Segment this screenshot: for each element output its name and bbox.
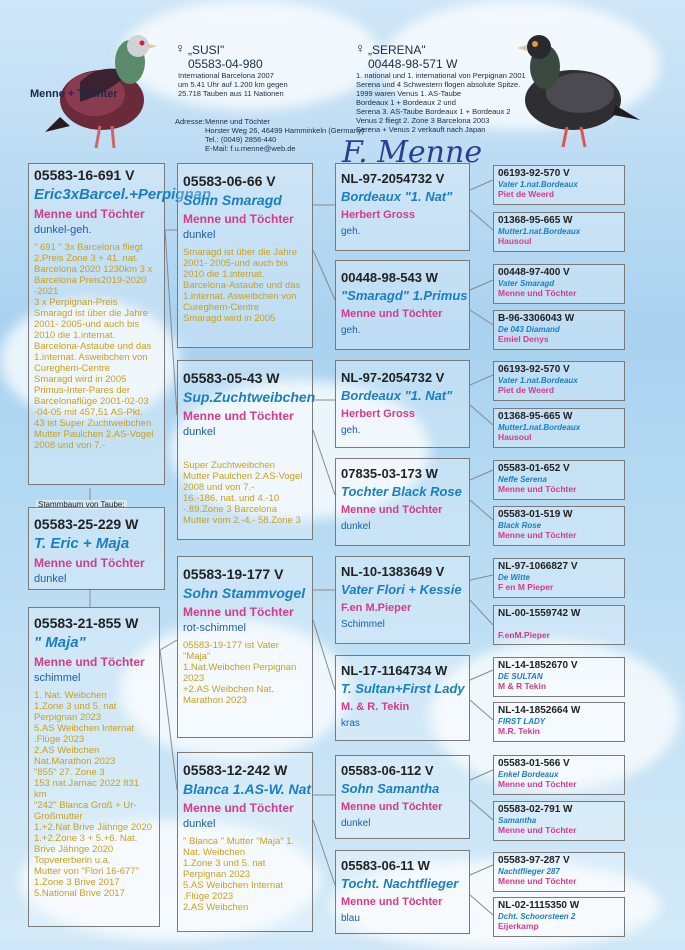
- mother-title: „SERENA": [368, 43, 426, 57]
- pigeon-name: Sohn Smaragd: [183, 192, 282, 208]
- owner: Herbert Gross: [341, 408, 415, 420]
- pigeon-name: Eric3xBarcel.+Perpignan: [34, 186, 212, 203]
- ring-number: NL-00-1559742 W: [498, 608, 581, 619]
- great-grandparent-card[interactable]: [493, 605, 625, 645]
- female-pigeon-image: [505, 15, 645, 155]
- pigeon-name: Tocht. Nachtflieger: [341, 876, 459, 891]
- plumage-color: geh.: [341, 425, 361, 436]
- owner: M & R Tekin: [498, 681, 547, 691]
- pigeon-name: Neffe Serena: [498, 475, 547, 484]
- pigeon-name: Vater Flori + Kessie: [341, 582, 462, 597]
- achievements-text: Super Zuchtweibchen Mutter Paulchen 2.AS-Vogel 2008 und von 7.- 16.-186. nat. und 4.-10 -.89.Zone 3 Barcelona Mutter vom 2.-4.- 58.Zone 3: [183, 460, 303, 526]
- owner: Menne und Töchter: [498, 779, 577, 789]
- plumage-color: rot-schimmel: [183, 622, 246, 634]
- owner: Menne und Töchter: [34, 556, 145, 570]
- parent-card-sire[interactable]: [177, 556, 313, 738]
- pigeon-name: Nachtflieger 287: [498, 867, 560, 876]
- owner: Menne und Töchter: [183, 409, 294, 423]
- ring-number: 00448-97-400 V: [498, 267, 570, 278]
- owner: Herbert Gross: [341, 209, 415, 221]
- ring-number: 05583-01-519 W: [498, 509, 573, 520]
- ring-number: NL-17-1164734 W: [341, 663, 448, 678]
- owner: Hausoul: [498, 432, 532, 442]
- grandparent-card[interactable]: [335, 755, 470, 839]
- grandparent-card[interactable]: [335, 163, 470, 251]
- achievements-text: Smaragd ist über die Jahre 2001- 2005-und auch bis 2010 die 1.internat. Barcelona-Astaube und das 1.internat. Asweibchen von Cureghem-Centre Smaragd wird in 2005: [183, 247, 301, 324]
- great-grandparent-card[interactable]: [493, 558, 625, 598]
- breeder-title: Menne + Töchter: [30, 88, 118, 100]
- grandparent-card[interactable]: [335, 360, 470, 448]
- pigeon-name: Bordeaux "1. Nat": [341, 189, 453, 204]
- owner: Menne und Töchter: [498, 825, 577, 835]
- parent-card-sire[interactable]: [177, 163, 313, 348]
- ring-number: 05583-06-66 V: [183, 173, 276, 189]
- owner: Menne und Töchter: [183, 605, 294, 619]
- ring-number: 01368-95-665 W: [498, 215, 573, 226]
- great-grandparent-card[interactable]: [493, 801, 625, 841]
- ring-number: NL-02-1115350 W: [498, 900, 580, 911]
- plumage-color: dunkel: [34, 573, 67, 585]
- maja-pigeon-card[interactable]: [28, 607, 160, 927]
- pigeon-name: Black Rose: [498, 521, 542, 530]
- pigeon-name: Vater Smaragd: [498, 279, 555, 288]
- plumage-color: kras: [341, 718, 360, 729]
- owner: M.R. Tekin: [498, 726, 540, 736]
- plumage-color: schimmel: [34, 672, 81, 684]
- ring-number: 07835-03-173 W: [341, 466, 438, 481]
- great-grandparent-card[interactable]: [493, 460, 625, 500]
- owner: Eijerkamp: [498, 921, 539, 931]
- pigeon-name: Bordeaux "1. Nat": [341, 388, 453, 403]
- great-grandparent-card[interactable]: [493, 264, 625, 304]
- signature: F. Menne: [342, 135, 483, 170]
- plumage-color: blau: [341, 913, 360, 924]
- plumage-color: geh.: [341, 226, 361, 237]
- pigeon-name: Tochter Black Rose: [341, 484, 462, 499]
- ring-number: 05583-25-229 W: [34, 516, 139, 532]
- ring-number: 05583-06-112 V: [341, 763, 434, 778]
- father-title: „SUSI": [188, 43, 225, 57]
- pigeon-name: FIRST LADY: [498, 717, 546, 726]
- owner: Menne und Töchter: [183, 801, 294, 815]
- plumage-color: dunkel: [183, 426, 216, 438]
- pigeon-name: Vater 1.nat.Bordeaux: [498, 180, 578, 189]
- pigeon-name: De Witte: [498, 573, 530, 582]
- ring-number: 05583-12-242 W: [183, 762, 288, 778]
- owner: F.enM.Pieper: [498, 630, 550, 640]
- owner: Menne und Töchter: [498, 876, 577, 886]
- father-text: International Barcelona 2007 um 5.41 Uhr auf 1.200 km gegen 25.718 Tauben aus 11 Nationen: [178, 71, 288, 98]
- ring-number: 05583-02-791 W: [498, 804, 573, 815]
- ring-number: 05583-97-287 V: [498, 855, 570, 866]
- plumage-color: dunkel: [183, 229, 216, 241]
- plumage-color: Schimmel: [341, 619, 385, 630]
- pigeon-name: Mutter1.nat.Bordeaux: [498, 423, 581, 432]
- achievements-text: " Blanca " Mutter "Maja" 1. Nat. Weibchen 1.Zone 3 und 5. nat Perpignan 2023 5.AS Weibchen Internat .Flüge 2023 2.AS Weibchen: [183, 836, 295, 913]
- pigeon-name: " Maja": [34, 634, 86, 651]
- ring-number: 05583-05-43 W: [183, 370, 280, 386]
- female-symbol-icon: ♀: [355, 40, 366, 56]
- owner: Menne und Töchter: [498, 288, 577, 298]
- plumage-color: dunkel-geh.: [34, 224, 92, 236]
- pigeon-name: Dcht. Schoorsteen 2: [498, 912, 576, 921]
- ring-number: NL-97-1066827 V: [498, 561, 578, 572]
- mother-text: 1. national und 1. international von Perpignan 2001 Serena und 4 Schwestern flogen absolute Spitze. 1999 waren Venus 1. AS-Taube Bordeaux 1 + Bordeaux 2 und Serena 3. AS-Taube Bordeaux 1 + Bordeaux 2 Venus 2 fliegt 2. Zone 3 Barcelona 2003 Serena + Venus 2 verkauft nach Japan: [356, 71, 526, 134]
- plumage-color: dunkel: [183, 818, 216, 830]
- ring-number: 00448-98-543 W: [341, 270, 438, 285]
- great-grandparent-card[interactable]: [493, 755, 625, 795]
- owner: Hausoul: [498, 236, 532, 246]
- pigeon-name: T. Eric + Maja: [34, 535, 130, 552]
- great-grandparent-card[interactable]: [493, 657, 625, 697]
- owner: Piet de Weerd: [498, 189, 555, 199]
- owner: Menne und Töchter: [341, 896, 443, 908]
- grandparent-card[interactable]: [335, 655, 470, 741]
- pigeon-name: T. Sultan+First Lady: [341, 681, 465, 696]
- ring-number: 05583-19-177 V: [183, 566, 284, 582]
- plumage-color: dunkel: [341, 521, 371, 532]
- ring-number: 06193-92-570 V: [498, 168, 570, 179]
- ring-number: 05583-01-566 V: [498, 758, 570, 769]
- grandparent-card[interactable]: [335, 850, 470, 934]
- ring-number: 05583-21-855 W: [34, 615, 139, 631]
- subject-pigeon-card[interactable]: [28, 163, 212, 485]
- owner: Menne und Töchter: [183, 212, 294, 226]
- ring-number: NL-14-1852670 V: [498, 660, 578, 671]
- ring-number: 05583-01-652 V: [498, 463, 570, 474]
- stammbaum-label: Stammbaum von Taube:: [38, 500, 125, 509]
- great-grandparent-card[interactable]: [493, 408, 625, 448]
- owner: F.en M.Pieper: [341, 602, 412, 614]
- pigeon-name: Sohn Samantha: [341, 781, 440, 796]
- great-grandparent-card[interactable]: [493, 165, 625, 205]
- owner: Menne und Töchter: [34, 207, 145, 221]
- pigeon-name: De 043 Diamand: [498, 325, 560, 334]
- plumage-color: dunkel: [341, 818, 371, 829]
- pigeon-name: Sohn Stammvogel: [183, 585, 306, 601]
- pigeon-name: Mutter1.nat.Bordeaux: [498, 227, 581, 236]
- parent-card-dam[interactable]: [177, 360, 316, 540]
- owner: Menne und Töchter: [341, 308, 443, 320]
- owner: Menne und Töchter: [498, 484, 577, 494]
- grandparent-card[interactable]: [335, 458, 470, 546]
- ring-number: NL-10-1383649 V: [341, 564, 445, 579]
- owner: M. & R. Tekin: [341, 701, 410, 713]
- ring-number: 05583-06-11 W: [341, 858, 430, 873]
- great-grandparent-card[interactable]: [493, 852, 625, 892]
- address-block: Menne und Töchter Horster Weg 26, 46499 Hamminkeln (Germany) Tel.: (0049) 2856-440 E-Mail: f.u.menne@web.de: [205, 117, 365, 153]
- pigeon-name: Enkel Bordeaux: [498, 770, 559, 779]
- mother-ring: 00448-98-571 W: [368, 57, 458, 71]
- owner: Menne und Töchter: [341, 801, 443, 813]
- ring-number: NL-97-2054732 V: [341, 370, 445, 385]
- achievements-text: " 691 " 3x Barcelona fliegt 2.Preis Zone 3 + 41. nat. Barcelona 2020 1230km 3 x Barcelona Preis2019-2020 -2021 3 x Perpignan-Preis Smaragd ist über die Jahre 2001- 2005-und auch bis 2010 die 1.internat. Barcelona-Astaube und das 1.internat. Asweibchen von Cureghem-Centre Smaragd wird in 2005 Primus-Inter-Pares der Barcelonaflüge 2001-02-03 -04-05 mit 457,51 AS-Pkt. 43 ist Super Zuchtweibchen Mutter Paulchen 2.AS-Vogel 2008 und von 7.-: [34, 242, 154, 451]
- great-grandparent-card[interactable]: [493, 702, 625, 742]
- pigeon-name: Vater 1.nat.Bordeaux: [498, 376, 578, 385]
- ring-number: 01368-95-665 W: [498, 411, 573, 422]
- address-label: Adresse:: [175, 117, 205, 126]
- pigeon-name: Blanca 1.AS-W. Nat: [183, 781, 312, 797]
- ring-number: 05583-16-691 V: [34, 167, 135, 183]
- great-grandparent-card[interactable]: [493, 212, 625, 252]
- pigeon-name: Samantha: [498, 816, 537, 825]
- male-symbol-icon: ♀: [175, 40, 186, 56]
- pigeon-name: Sup.Zuchtweibchen: [183, 389, 316, 405]
- ring-number: B-96-3306043 W: [498, 313, 575, 324]
- achievements-text: 05583-19-177 ist Vater "Maja" 1.Nat.Weibchen Perpignan 2023 +2.AS Weibchen Nat. Marathon 2023: [183, 640, 297, 706]
- plumage-color: geh.: [341, 325, 361, 336]
- great-grandparent-card[interactable]: [493, 361, 625, 401]
- great-grandparent-card[interactable]: [493, 897, 625, 937]
- grandparent-card[interactable]: [335, 556, 470, 644]
- owner: Menne und Töchter: [498, 530, 577, 540]
- pedigree-pigeon-card[interactable]: [28, 507, 165, 590]
- owner: Piet de Weerd: [498, 385, 555, 395]
- achievements-text: 1. Nat. Weibchen 1.Zone 3 und 5. nat Perpignan 2023 5.AS Weibchen Internat .Flüge 2023 2.AS Weibchen Nat.Marathon 2023 "855" 27. Zone 3 153 nat.Jarnac 2022 831 km "242" Blanca Groß + Ur- Großmutter 1.+2.Nat Brive Jährige 2020 1.+2.Zone 3 + 5.+6. Nat. Brive Jährige 2020 Topvererberin u.a. Mutter von "Flori 16-677" 1.Zone 3 Brive 2017 5.National Brive 2017: [34, 690, 153, 899]
- owner: Menne und Töchter: [34, 655, 145, 669]
- father-ring: 05583-04-980: [188, 57, 263, 71]
- owner: Menne und Töchter: [341, 504, 443, 516]
- owner: Emiel Denys: [498, 334, 549, 344]
- ring-number: 06193-92-570 V: [498, 364, 570, 375]
- pigeon-name: "Smaragd" 1.Primus: [341, 288, 468, 303]
- ring-number: NL-97-2054732 V: [341, 171, 445, 186]
- great-grandparent-card[interactable]: [493, 310, 625, 350]
- owner: F en M Pieper: [498, 582, 554, 592]
- great-grandparent-card[interactable]: [493, 506, 625, 546]
- ring-number: NL-14-1852664 W: [498, 705, 581, 716]
- grandparent-card[interactable]: [335, 260, 470, 350]
- parent-card-dam[interactable]: [177, 752, 313, 932]
- pigeon-name: DE SULTAN: [498, 672, 543, 681]
